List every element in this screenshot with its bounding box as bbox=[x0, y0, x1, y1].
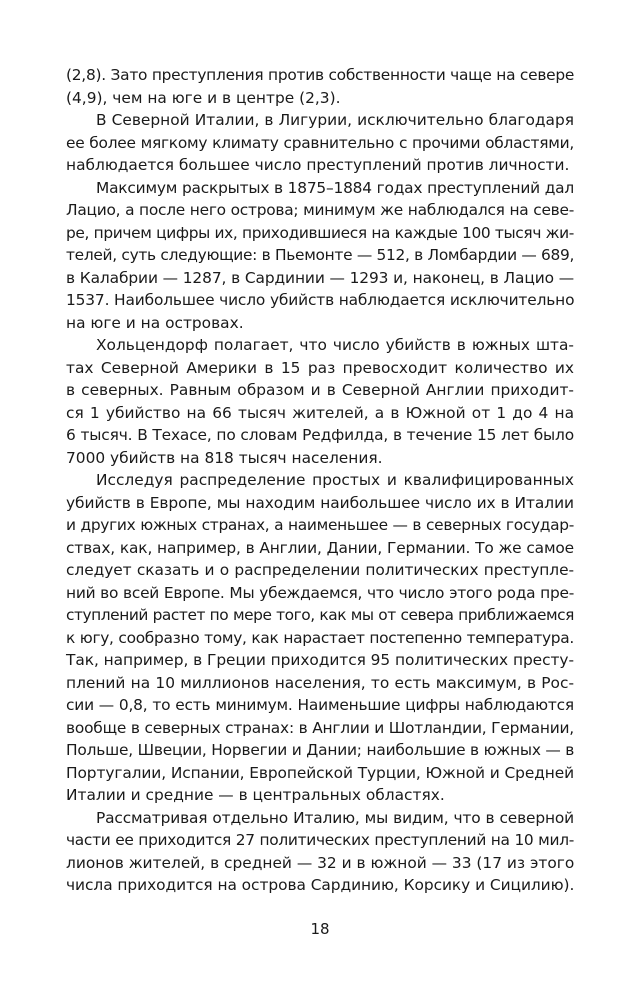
paragraph-6 bbox=[66, 807, 574, 897]
paragraph-4 bbox=[66, 334, 574, 469]
page-body bbox=[66, 64, 574, 897]
text-line: ствах, как, например, в Англии, Дании, Германии. То же самое bbox=[66, 538, 574, 557]
text-line: ее более мягкому климату сравнительно с прочими областями, bbox=[66, 133, 574, 152]
text-line: Рассматривая отдельно Италию, мы видим, что в северной bbox=[96, 808, 574, 827]
text-line: тах Северной Америки в 15 раз превосходит количество их bbox=[66, 358, 574, 377]
page-number: 18 bbox=[310, 920, 330, 938]
text-line: 7000 убийств на 818 тысяч населения. bbox=[66, 448, 383, 467]
text-line: (2,8). Зато преступления против собственности чаще на севере bbox=[66, 66, 575, 84]
text-line: в Калабрии — 1287, в Сардинии — 1293 и, наконец, в Лацио — bbox=[66, 268, 574, 287]
paragraph-1 bbox=[66, 64, 574, 109]
text-line: числа приходится на острова Сардинию, Корсику и Сицилию). bbox=[66, 876, 575, 894]
text-line: Польше, Швеции, Норвегии и Дании; наибольшие в южных — в bbox=[66, 741, 575, 759]
text-line: 6 тысяч. В Техасе, по словам Редфилда, в течение 15 лет было bbox=[66, 426, 574, 444]
text-line: в северных. Равным образом и в Северной Англии приходит- bbox=[66, 381, 574, 399]
text-line: В Северной Италии, в Лигурии, исключительно благодаря bbox=[96, 111, 574, 129]
paragraph-5 bbox=[66, 469, 574, 807]
text-line: следует сказать и о распределении политических преступле- bbox=[66, 561, 574, 579]
text-line: Португалии, Испании, Европейской Турции, Южной и Средней bbox=[66, 763, 574, 782]
text-line: Максимум раскрытых в 1875–1884 годах преступлений дал bbox=[96, 178, 574, 197]
text-line: ре, причем цифры их, приходившиеся на каждые 100 тысяч жи- bbox=[66, 223, 574, 242]
text-line: на юге и на островах. bbox=[66, 313, 244, 332]
text-line: к югу, сообразно тому, как нарастает постепенно температура. bbox=[66, 628, 574, 647]
text-line: ся 1 убийство на 66 тысяч жителей, а в Южной от 1 до 4 на bbox=[66, 403, 574, 422]
text-line: ний во всей Европе. Мы убеждаемся, что число этого рода пре- bbox=[66, 583, 574, 602]
text-line: ступлений растет по мере того, как мы от севера приближаемся bbox=[66, 606, 574, 624]
text-line: Италии и средние — в центральных областях. bbox=[66, 786, 445, 804]
text-line: части ее приходится 27 политических преступлений на 10 мил- bbox=[66, 831, 574, 849]
paragraph-3 bbox=[66, 177, 574, 335]
text-line: плений на 10 миллионов населения, то есть максимум, в Рос- bbox=[66, 673, 574, 692]
text-line: Хольцендорф полагает, что число убийств в южных шта- bbox=[96, 336, 574, 354]
text-line: Лацио, а после него острова; минимум же наблюдался на севе- bbox=[66, 201, 574, 219]
text-line: лионов жителей, в средней — 32 и в южной — 33 (17 из этого bbox=[66, 853, 575, 872]
paragraph-2 bbox=[66, 109, 574, 177]
text-line: вообще в северных странах: в Англии и Шотландии, Германии, bbox=[66, 718, 574, 737]
text-line: убийств в Европе, мы находим наибольшее число их в Италии bbox=[66, 493, 574, 512]
text-line: Исследуя распределение простых и квалифицированных bbox=[96, 471, 574, 489]
text-line: (4,9), чем на юге и в центре (2,3). bbox=[66, 88, 341, 107]
text-line: и других южных странах, а наименьшее — в северных государ- bbox=[66, 516, 574, 534]
text-line: Так, например, в Греции приходится 95 политических престу- bbox=[66, 651, 574, 669]
text-line: телей, суть следующие: в Пьемонте — 512, в Ломбардии — 689, bbox=[66, 246, 575, 264]
text-line: 1537. Наибольшее число убийств наблюдается исключительно bbox=[66, 291, 575, 309]
text-line: сии — 0,8, то есть минимум. Наименьшие цифры наблюдаются bbox=[66, 696, 574, 714]
text-line: наблюдается большее число преступлений против личности. bbox=[66, 156, 570, 174]
